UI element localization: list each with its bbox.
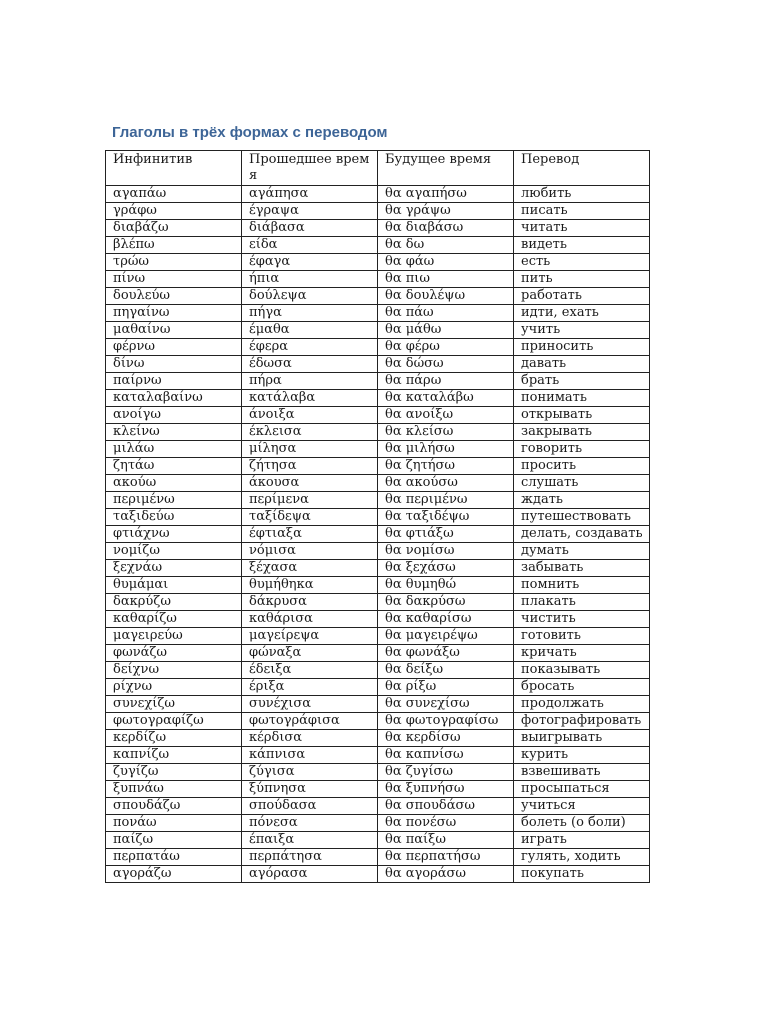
cell-past: ξέχασα (242, 560, 378, 577)
cell-future: θα συνεχίσω (378, 696, 514, 713)
table-row (106, 424, 650, 441)
cell-past: κάπνισα (242, 747, 378, 764)
header-row (106, 151, 650, 186)
cell-past: ταξίδεψα (242, 509, 378, 526)
cell-translation: кричать (514, 645, 650, 662)
cell-future: θα δω (378, 237, 514, 254)
cell-translation: слушать (514, 475, 650, 492)
cell-infinitive: δουλεύω (106, 288, 242, 305)
table-row (106, 645, 650, 662)
table-row (106, 186, 650, 203)
table-row (106, 492, 650, 509)
cell-future: θα ξυπνήσω (378, 781, 514, 798)
cell-future: θα ακούσω (378, 475, 514, 492)
table-row (106, 407, 650, 424)
cell-translation: плакать (514, 594, 650, 611)
cell-past: έδειξα (242, 662, 378, 679)
cell-past: αγόρασα (242, 866, 378, 883)
cell-infinitive: βλέπω (106, 237, 242, 254)
cell-future: θα ξεχάσω (378, 560, 514, 577)
cell-infinitive: παίζω (106, 832, 242, 849)
cell-past: πήγα (242, 305, 378, 322)
cell-past: ζήτησα (242, 458, 378, 475)
cell-past: μαγείρεψα (242, 628, 378, 645)
verb-table (105, 150, 650, 883)
cell-past: κέρδισα (242, 730, 378, 747)
cell-past: αγάπησα (242, 186, 378, 203)
cell-future: θα θυμηθώ (378, 577, 514, 594)
cell-infinitive: δείχνω (106, 662, 242, 679)
cell-future: θα μιλήσω (378, 441, 514, 458)
table-row (106, 339, 650, 356)
cell-translation: любить (514, 186, 650, 203)
cell-translation: помнить (514, 577, 650, 594)
cell-translation: учить (514, 322, 650, 339)
cell-past: σπούδασα (242, 798, 378, 815)
cell-infinitive: ρίχνω (106, 679, 242, 696)
cell-future: θα δώσω (378, 356, 514, 373)
table-row (106, 509, 650, 526)
cell-infinitive: ζητάω (106, 458, 242, 475)
cell-translation: показывать (514, 662, 650, 679)
table-row (106, 730, 650, 747)
cell-infinitive: παίρνω (106, 373, 242, 390)
cell-future: θα μαγειρέψω (378, 628, 514, 645)
cell-future: θα καπνίσω (378, 747, 514, 764)
table-row (106, 237, 650, 254)
cell-infinitive: πηγαίνω (106, 305, 242, 322)
table-row (106, 662, 650, 679)
cell-translation: учиться (514, 798, 650, 815)
cell-translation: играть (514, 832, 650, 849)
cell-infinitive: δίνω (106, 356, 242, 373)
cell-translation: видеть (514, 237, 650, 254)
cell-past: δούλεψα (242, 288, 378, 305)
cell-translation: давать (514, 356, 650, 373)
cell-past: καθάρισα (242, 611, 378, 628)
cell-past: έφαγα (242, 254, 378, 271)
cell-infinitive: φέρνω (106, 339, 242, 356)
table-row (106, 560, 650, 577)
cell-past: φώναξα (242, 645, 378, 662)
cell-infinitive: πονάω (106, 815, 242, 832)
cell-past: έκλεισα (242, 424, 378, 441)
cell-translation: говорить (514, 441, 650, 458)
cell-infinitive: διαβάζω (106, 220, 242, 237)
cell-future: θα δουλέψω (378, 288, 514, 305)
cell-translation: покупать (514, 866, 650, 883)
cell-future: θα ρίξω (378, 679, 514, 696)
cell-infinitive: τρώω (106, 254, 242, 271)
cell-infinitive: δακρύζω (106, 594, 242, 611)
table-row (106, 288, 650, 305)
cell-future: θα ανοίξω (378, 407, 514, 424)
cell-translation: понимать (514, 390, 650, 407)
table-body (106, 186, 650, 883)
cell-past: συνέχισα (242, 696, 378, 713)
cell-past: έφερα (242, 339, 378, 356)
cell-future: θα σπουδάσω (378, 798, 514, 815)
cell-translation: ждать (514, 492, 650, 509)
table-row (106, 203, 650, 220)
table-header (106, 151, 650, 186)
cell-infinitive: περπατάω (106, 849, 242, 866)
cell-infinitive: ζυγίζω (106, 764, 242, 781)
table-row (106, 254, 650, 271)
cell-past: έριξα (242, 679, 378, 696)
cell-infinitive: ανοίγω (106, 407, 242, 424)
table-row (106, 220, 650, 237)
cell-infinitive: πίνω (106, 271, 242, 288)
cell-infinitive: νομίζω (106, 543, 242, 560)
cell-infinitive: περιμένω (106, 492, 242, 509)
table-row (106, 526, 650, 543)
table-row (106, 781, 650, 798)
table-row (106, 747, 650, 764)
table-row (106, 475, 650, 492)
cell-past: ξύπνησα (242, 781, 378, 798)
cell-infinitive: φτιάχνω (106, 526, 242, 543)
cell-translation: работать (514, 288, 650, 305)
cell-past: φωτογράφισα (242, 713, 378, 730)
cell-future: θα φτιάξω (378, 526, 514, 543)
cell-translation: болеть (о боли) (514, 815, 650, 832)
table-row (106, 832, 650, 849)
cell-infinitive: φωνάζω (106, 645, 242, 662)
cell-future: θα πάω (378, 305, 514, 322)
table-row (106, 390, 650, 407)
cell-past: ήπια (242, 271, 378, 288)
column-header-past: Прошедшее время (242, 151, 378, 186)
cell-translation: выигрывать (514, 730, 650, 747)
cell-future: θα διαβάσω (378, 220, 514, 237)
cell-infinitive: μιλάω (106, 441, 242, 458)
column-header-infinitive: Инфинитив (106, 151, 242, 186)
table-row (106, 764, 650, 781)
table-row (106, 679, 650, 696)
cell-translation: открывать (514, 407, 650, 424)
table-row (106, 441, 650, 458)
cell-infinitive: καθαρίζω (106, 611, 242, 628)
cell-infinitive: ταξιδεύω (106, 509, 242, 526)
table-row (106, 373, 650, 390)
cell-translation: приносить (514, 339, 650, 356)
table-row (106, 594, 650, 611)
cell-infinitive: αγοράζω (106, 866, 242, 883)
cell-future: θα περιμένω (378, 492, 514, 509)
cell-past: μίλησα (242, 441, 378, 458)
cell-translation: бросать (514, 679, 650, 696)
table-row (106, 305, 650, 322)
cell-future: θα γράψω (378, 203, 514, 220)
cell-infinitive: μαγειρεύω (106, 628, 242, 645)
table-row (106, 628, 650, 645)
column-header-future: Будущее время (378, 151, 514, 186)
cell-infinitive: καταλαβαίνω (106, 390, 242, 407)
cell-past: περίμενα (242, 492, 378, 509)
cell-future: θα κλείσω (378, 424, 514, 441)
cell-future: θα αγοράσω (378, 866, 514, 883)
cell-translation: фотографировать (514, 713, 650, 730)
cell-future: θα φωνάξω (378, 645, 514, 662)
cell-past: θυμήθηκα (242, 577, 378, 594)
table-row (106, 798, 650, 815)
cell-future: θα πονέσω (378, 815, 514, 832)
cell-translation: продолжать (514, 696, 650, 713)
cell-infinitive: συνεχίζω (106, 696, 242, 713)
cell-future: θα ζητήσω (378, 458, 514, 475)
cell-translation: идти, ехать (514, 305, 650, 322)
cell-past: έμαθα (242, 322, 378, 339)
cell-infinitive: φωτογραφίζω (106, 713, 242, 730)
cell-past: ζύγισα (242, 764, 378, 781)
cell-translation: взвешивать (514, 764, 650, 781)
cell-future: θα ταξιδέψω (378, 509, 514, 526)
cell-future: θα ζυγίσω (378, 764, 514, 781)
cell-future: θα περπατήσω (378, 849, 514, 866)
cell-translation: читать (514, 220, 650, 237)
table-row (106, 866, 650, 883)
cell-past: είδα (242, 237, 378, 254)
cell-translation: гулять, ходить (514, 849, 650, 866)
table-row (106, 815, 650, 832)
cell-translation: брать (514, 373, 650, 390)
cell-translation: делать, создавать (514, 526, 650, 543)
cell-past: έφτιαξα (242, 526, 378, 543)
table-row (106, 611, 650, 628)
cell-infinitive: σπουδάζω (106, 798, 242, 815)
cell-infinitive: κερδίζω (106, 730, 242, 747)
cell-future: θα φέρω (378, 339, 514, 356)
cell-past: περπάτησα (242, 849, 378, 866)
cell-past: έπαιξα (242, 832, 378, 849)
cell-infinitive: θυμάμαι (106, 577, 242, 594)
cell-translation: писать (514, 203, 650, 220)
cell-future: θα παίξω (378, 832, 514, 849)
cell-past: έγραψα (242, 203, 378, 220)
cell-translation: готовить (514, 628, 650, 645)
cell-infinitive: ξυπνάω (106, 781, 242, 798)
cell-past: νόμισα (242, 543, 378, 560)
cell-translation: просыпаться (514, 781, 650, 798)
cell-translation: просить (514, 458, 650, 475)
cell-future: θα καθαρίσω (378, 611, 514, 628)
cell-past: πόνεσα (242, 815, 378, 832)
cell-infinitive: κλείνω (106, 424, 242, 441)
cell-infinitive: καπνίζω (106, 747, 242, 764)
cell-translation: чистить (514, 611, 650, 628)
cell-future: θα καταλάβω (378, 390, 514, 407)
cell-infinitive: γράφω (106, 203, 242, 220)
cell-translation: закрывать (514, 424, 650, 441)
cell-past: διάβασα (242, 220, 378, 237)
column-header-translation: Перевод (514, 151, 650, 186)
table-row (106, 356, 650, 373)
page-title: Глаголы в трёх формах с переводом (112, 124, 388, 141)
cell-past: άνοιξα (242, 407, 378, 424)
cell-past: δάκρυσα (242, 594, 378, 611)
table-row (106, 577, 650, 594)
cell-past: έδωσα (242, 356, 378, 373)
cell-future: θα φωτογραφίσω (378, 713, 514, 730)
cell-translation: есть (514, 254, 650, 271)
table-row (106, 696, 650, 713)
cell-infinitive: αγαπάω (106, 186, 242, 203)
table-row (106, 543, 650, 560)
cell-translation: пить (514, 271, 650, 288)
cell-translation: путешествовать (514, 509, 650, 526)
cell-past: πήρα (242, 373, 378, 390)
table-row (106, 713, 650, 730)
table-row (106, 271, 650, 288)
cell-future: θα μάθω (378, 322, 514, 339)
cell-future: θα δακρύσω (378, 594, 514, 611)
table-row (106, 322, 650, 339)
cell-infinitive: ξεχνάω (106, 560, 242, 577)
cell-translation: думать (514, 543, 650, 560)
cell-translation: курить (514, 747, 650, 764)
cell-past: άκουσα (242, 475, 378, 492)
cell-past: κατάλαβα (242, 390, 378, 407)
cell-future: θα αγαπήσω (378, 186, 514, 203)
cell-translation: забывать (514, 560, 650, 577)
cell-infinitive: μαθαίνω (106, 322, 242, 339)
table-row (106, 849, 650, 866)
cell-future: θα νομίσω (378, 543, 514, 560)
cell-future: θα κερδίσω (378, 730, 514, 747)
cell-future: θα πάρω (378, 373, 514, 390)
cell-future: θα φάω (378, 254, 514, 271)
cell-future: θα πιω (378, 271, 514, 288)
table-row (106, 458, 650, 475)
cell-future: θα δείξω (378, 662, 514, 679)
cell-infinitive: ακούω (106, 475, 242, 492)
